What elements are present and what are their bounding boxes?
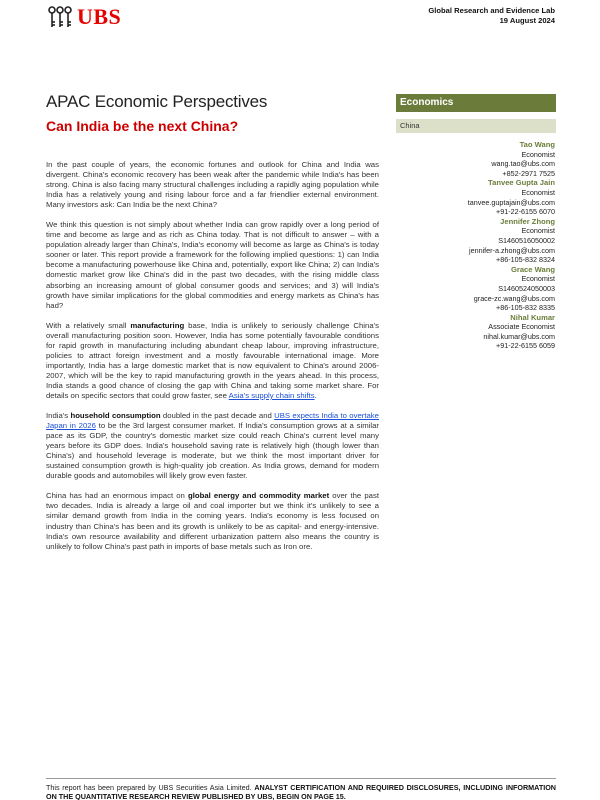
analyst-phone: +86-105-832 8324 [496,255,555,265]
analyst-role: Economist [521,274,555,284]
analyst-role: Economist [521,187,555,197]
analyst-phone: +86-105-832 8335 [496,303,555,313]
keyword-manufacturing: manufacturing [130,320,185,330]
analyst-role: Economist [521,226,555,236]
keyword-household-consumption: household consumption [70,411,161,421]
text-span: With a relatively small [46,320,131,330]
analyst-license: S1460516050002 [498,235,555,245]
region-label: China [396,119,556,133]
analyst-card [395,313,555,351]
analyst-phone: +91-22-6155 6070 [496,207,555,217]
analyst-name: Jennifer Zhong [500,216,555,226]
text-span: India's [46,411,71,421]
ubs-keys-icon [46,5,74,29]
sidebar [396,94,556,133]
paragraph-intro: In the past couple of years, the economic fortunes and outlook for China and India was divergent. China's economic recovery has been weak after the pandemic while India's has been strong. China is also facing many structural challenges including a rapidly aging population while India has a relatively young and rising labour force and a far friendlier external environment. Many investors ask: Can India be the next China? [46,160,379,210]
text-span: base, India is unlikely to seriously challenge China's overall manufacturing position soon. However, India has some potentially favourable conditions for rapid growth in manufacturing including abundant cheap labour, improving infrastructure, policies to attract foreign investment and a mostly favourable international image. More importantly, India has a large domestic market that is now equivalent to China's around 2006-2007, which will be the key to rapid manufacturing growth in the years ahead. In this process, India stands a good chance of closing the gap with China and taking some market share. For details on specific sectors that could grow faster, see [46,320,379,400]
analyst-card [395,140,555,178]
analyst-email[interactable]: wang.tao@ubs.com [491,159,555,169]
analyst-name: Tanvee Gupta Jain [488,178,555,188]
analyst-card [395,265,555,313]
footer-disclosure: ANALYST CERTIFICATION AND REQUIRED DISCLOSURES, INCLUDING INFORMATION ON THE QUANTITATIVE RESEARCH REVIEW PUBLISHED BY UBS, BEGIN ON PAGE 15. [46,783,556,800]
report-header [428,6,555,26]
report-title: Can India be the next China? [46,118,239,134]
analyst-role: Associate Economist [488,322,555,332]
analyst-license: S1460524050003 [498,283,555,293]
keyword-energy-commodity: global energy and commodity market [187,491,330,501]
analyst-email[interactable]: jennifer-a.zhong@ubs.com [468,245,555,255]
text-span: over the past two decades. India is already a large oil and coal importer but we think it's unlikely to see a similar demand growth from India in the coming years. India's economy is less focused on industry than China's has been and its growth is unlikely to be as capital- and energy-intensive. India's own resource availability and different urbanization pattern also means the country is unlikely to follow China's past path in imports of base metals such as Iron ore. [46,491,379,551]
org-name: Global Research and Evidence Lab [428,6,555,15]
ubs-logo [46,4,121,30]
paragraph-manufacturing [46,321,379,401]
text-span: to be the 3rd largest consumer market. If India's consumption grows at a similar pace as its GDP, the country's domestic market size could reach China's current level many years before its GDP does. India's household saving rate is relatively high (though lower than China's) and household leverage is moderate, but we think the most important driver for sustained consumption growth is high-quality job creation. As India grows, demand for modern durable goods and automobiles will likely grow even faster. [46,421,379,481]
analyst-phone: +852-2971 7525 [502,168,555,178]
analyst-name: Nihal Kumar [510,312,555,322]
analyst-card [395,178,555,216]
report-body [46,160,379,562]
analyst-name: Grace Wang [510,264,555,274]
footer-text: This report has been prepared by UBS Securities Asia Limited. [46,783,255,792]
series-title: APAC Economic Perspectives [46,92,268,111]
analyst-name: Tao Wang [519,140,555,149]
analyst-email[interactable]: tanvee.guptajain@ubs.com [467,197,555,207]
analyst-card [395,217,555,265]
text-span: doubled in the past decade and [160,411,275,421]
analyst-role: Economist [521,149,555,159]
analyst-email[interactable]: nihal.kumar@ubs.com [483,331,555,341]
section-label: Economics [396,94,556,112]
link-supply-chain-shifts[interactable]: Asia's supply chain shifts [228,390,315,400]
text-span: China has had an enormous impact on [46,491,188,501]
analyst-email[interactable]: grace-zc.wang@ubs.com [473,293,555,303]
analyst-phone: +91-22-6155 6059 [496,341,555,351]
analyst-list [395,140,555,351]
paragraph-commodities [46,491,379,551]
logo-text: UBS [77,4,122,29]
paragraph-framework: We think this question is not simply about whether India can grow rapidly over a long period of time and become as large and as rich as China today. That is not difficult to answer – with a population already larger than China's, India's economy will become as large as China's is today sooner or later. This report provide a framework for the following implied questions: 1) can India become a manufacturing powerhouse like China and, potentially, export like China; 2) can India's domestic market grow like China's did in the past two decades, with the rising middle class absorbing an increasing amount of global consumer goods and services; and 3) will India's growth have similar implications for the global commodities and energy markets as China's has had? [46,220,379,310]
link-overtake-japan[interactable]: UBS expects India to overtake Japan in 2026 [46,411,379,431]
disclosure-footer [46,778,556,800]
paragraph-consumption [46,411,379,481]
text-span: . [314,390,317,400]
report-date: 19 August 2024 [499,16,555,25]
